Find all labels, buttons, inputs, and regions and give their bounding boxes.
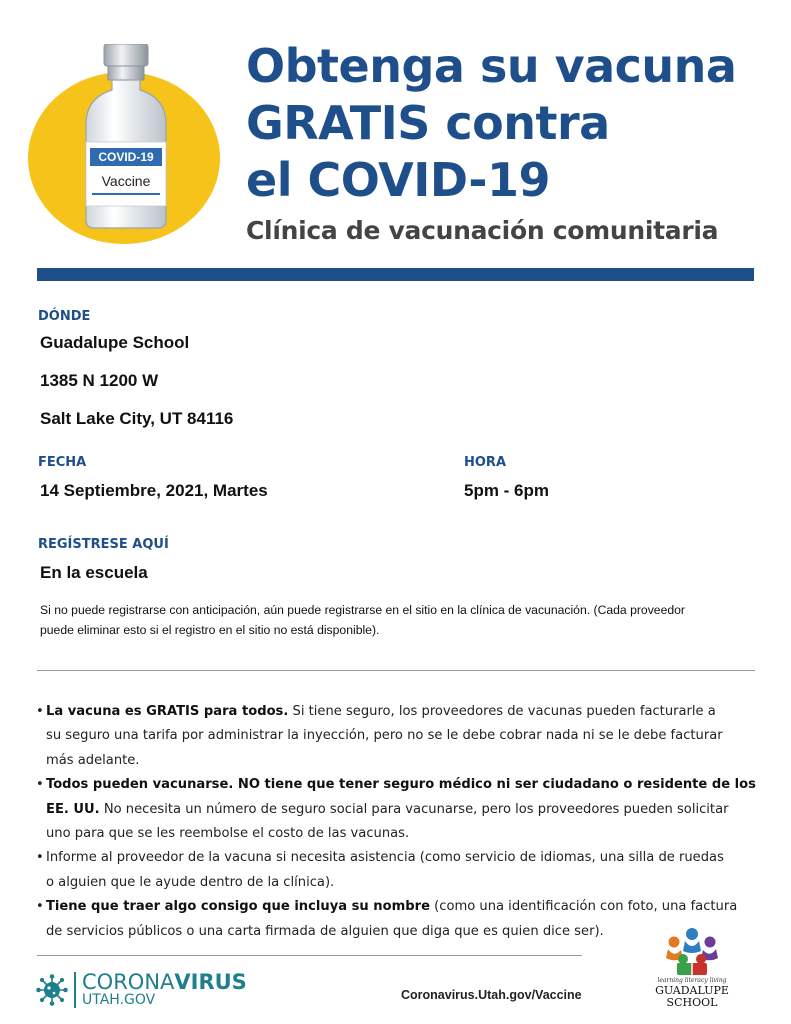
- vial-label-bottom: Vaccine: [101, 173, 151, 189]
- bullet-2-line-3: uno para que se les reembolse el costo de las vacunas.: [46, 826, 410, 842]
- register-label: REGÍSTRESE AQUÍ: [38, 537, 169, 552]
- register-note-line-1: Si no puede registrarse con anticipación, aún puede registrarse en el sitio en la clínica de vacunación. (Cada proveedor: [40, 603, 685, 617]
- title-line-2: GRATIS contra: [246, 96, 610, 150]
- title-line-1: Obtenga su vacuna: [246, 39, 737, 93]
- coronavirus-wordmark: [82, 970, 247, 994]
- bullet-3-line-1: Informe al proveedor de la vacuna si necesita asistencia (como servicio de idiomas, una silla de ruedas: [46, 850, 724, 866]
- guadalupe-school-logo: [636, 925, 748, 1017]
- time-label: HORA: [464, 455, 507, 470]
- coronavirus-domain: UTAH.GOV: [82, 992, 156, 1008]
- vaccine-vial-icon: [78, 44, 174, 230]
- bullet-4-rest: (como una identificación con foto, una factura: [429, 899, 738, 915]
- wordmark-light: CORONA: [82, 970, 175, 994]
- where-city: Salt Lake City, UT 84116: [40, 409, 234, 428]
- logo-separator: [74, 972, 76, 1008]
- bullet-1-line-2: su seguro una tarifa por administrar la inyección, pero no se le debe cobrar nada ni se le debe facturar: [46, 728, 723, 744]
- wordmark-bold: VIRUS: [174, 970, 247, 994]
- bullet-dot-icon: •: [36, 850, 44, 866]
- footer-url-link[interactable]: Coronavirus.Utah.gov/Vaccine: [401, 988, 582, 1002]
- info-bullet-list: [36, 700, 756, 944]
- section-divider: [37, 670, 755, 671]
- bullet-item-assistance: [36, 846, 756, 895]
- footer-divider: [37, 955, 582, 956]
- register-value: En la escuela: [40, 563, 148, 582]
- coronavirus-icon: [36, 974, 68, 1006]
- guadalupe-school-mark-icon: [663, 925, 721, 977]
- register-note-line-2: puede eliminar esto si el registro en el sitio no está disponible).: [40, 623, 380, 637]
- bullet-2-bold-line-2: EE. UU.: [46, 801, 100, 817]
- page-subtitle: Clínica de vacunación comunitaria: [246, 216, 719, 245]
- bullet-dot-icon: •: [36, 899, 44, 915]
- header-divider-bar: [37, 268, 754, 281]
- school-tagline: learning literacy living: [657, 977, 727, 984]
- bullet-2-rest: No necesita un número de seguro social para vacunarse, pero los proveedores pueden solicitar: [99, 801, 729, 817]
- bullet-1-line-3: más adelante.: [46, 752, 140, 768]
- title-line-3: el COVID-19: [246, 153, 550, 207]
- bullet-4-line-2: de servicios públicos o una carta firmada de alguien que diga que es quien dice ser).: [46, 923, 604, 939]
- date-value: 14 Septiembre, 2021, Martes: [40, 481, 268, 500]
- school-name-line-2: SCHOOL: [666, 996, 718, 1009]
- date-label: FECHA: [38, 455, 87, 470]
- where-place: Guadalupe School: [40, 333, 190, 352]
- time-value: 5pm - 6pm: [464, 481, 550, 500]
- where-label: DÓNDE: [38, 309, 91, 324]
- bullet-dot-icon: •: [36, 704, 44, 719]
- bullet-2-bold-line-1: Todos pueden vacunarse. NO tiene que tener seguro médico ni ser ciudadano o residente de los: [46, 777, 756, 793]
- bullet-item-everyone: [36, 773, 756, 846]
- bullet-4-bold: Tiene que traer algo consigo que incluya su nombre: [46, 899, 430, 915]
- bullet-1-rest: Si tiene seguro, los proveedores de vacunas pueden facturarle a: [288, 704, 716, 719]
- bullet-item-free: [36, 700, 756, 773]
- school-name-line-1: GUADALUPE: [655, 984, 729, 997]
- bullet-3-line-2: o alguien que le ayude dentro de la clínica).: [46, 874, 335, 890]
- bullet-1-bold: La vacuna es GRATIS para todos.: [46, 704, 289, 719]
- bullet-dot-icon: •: [36, 777, 44, 793]
- where-street: 1385 N 1200 W: [40, 371, 159, 390]
- page-title: [246, 38, 766, 209]
- coronavirus-utah-logo: [36, 970, 247, 1010]
- register-note: [40, 600, 760, 640]
- vial-label-top: COVID-19: [98, 150, 154, 164]
